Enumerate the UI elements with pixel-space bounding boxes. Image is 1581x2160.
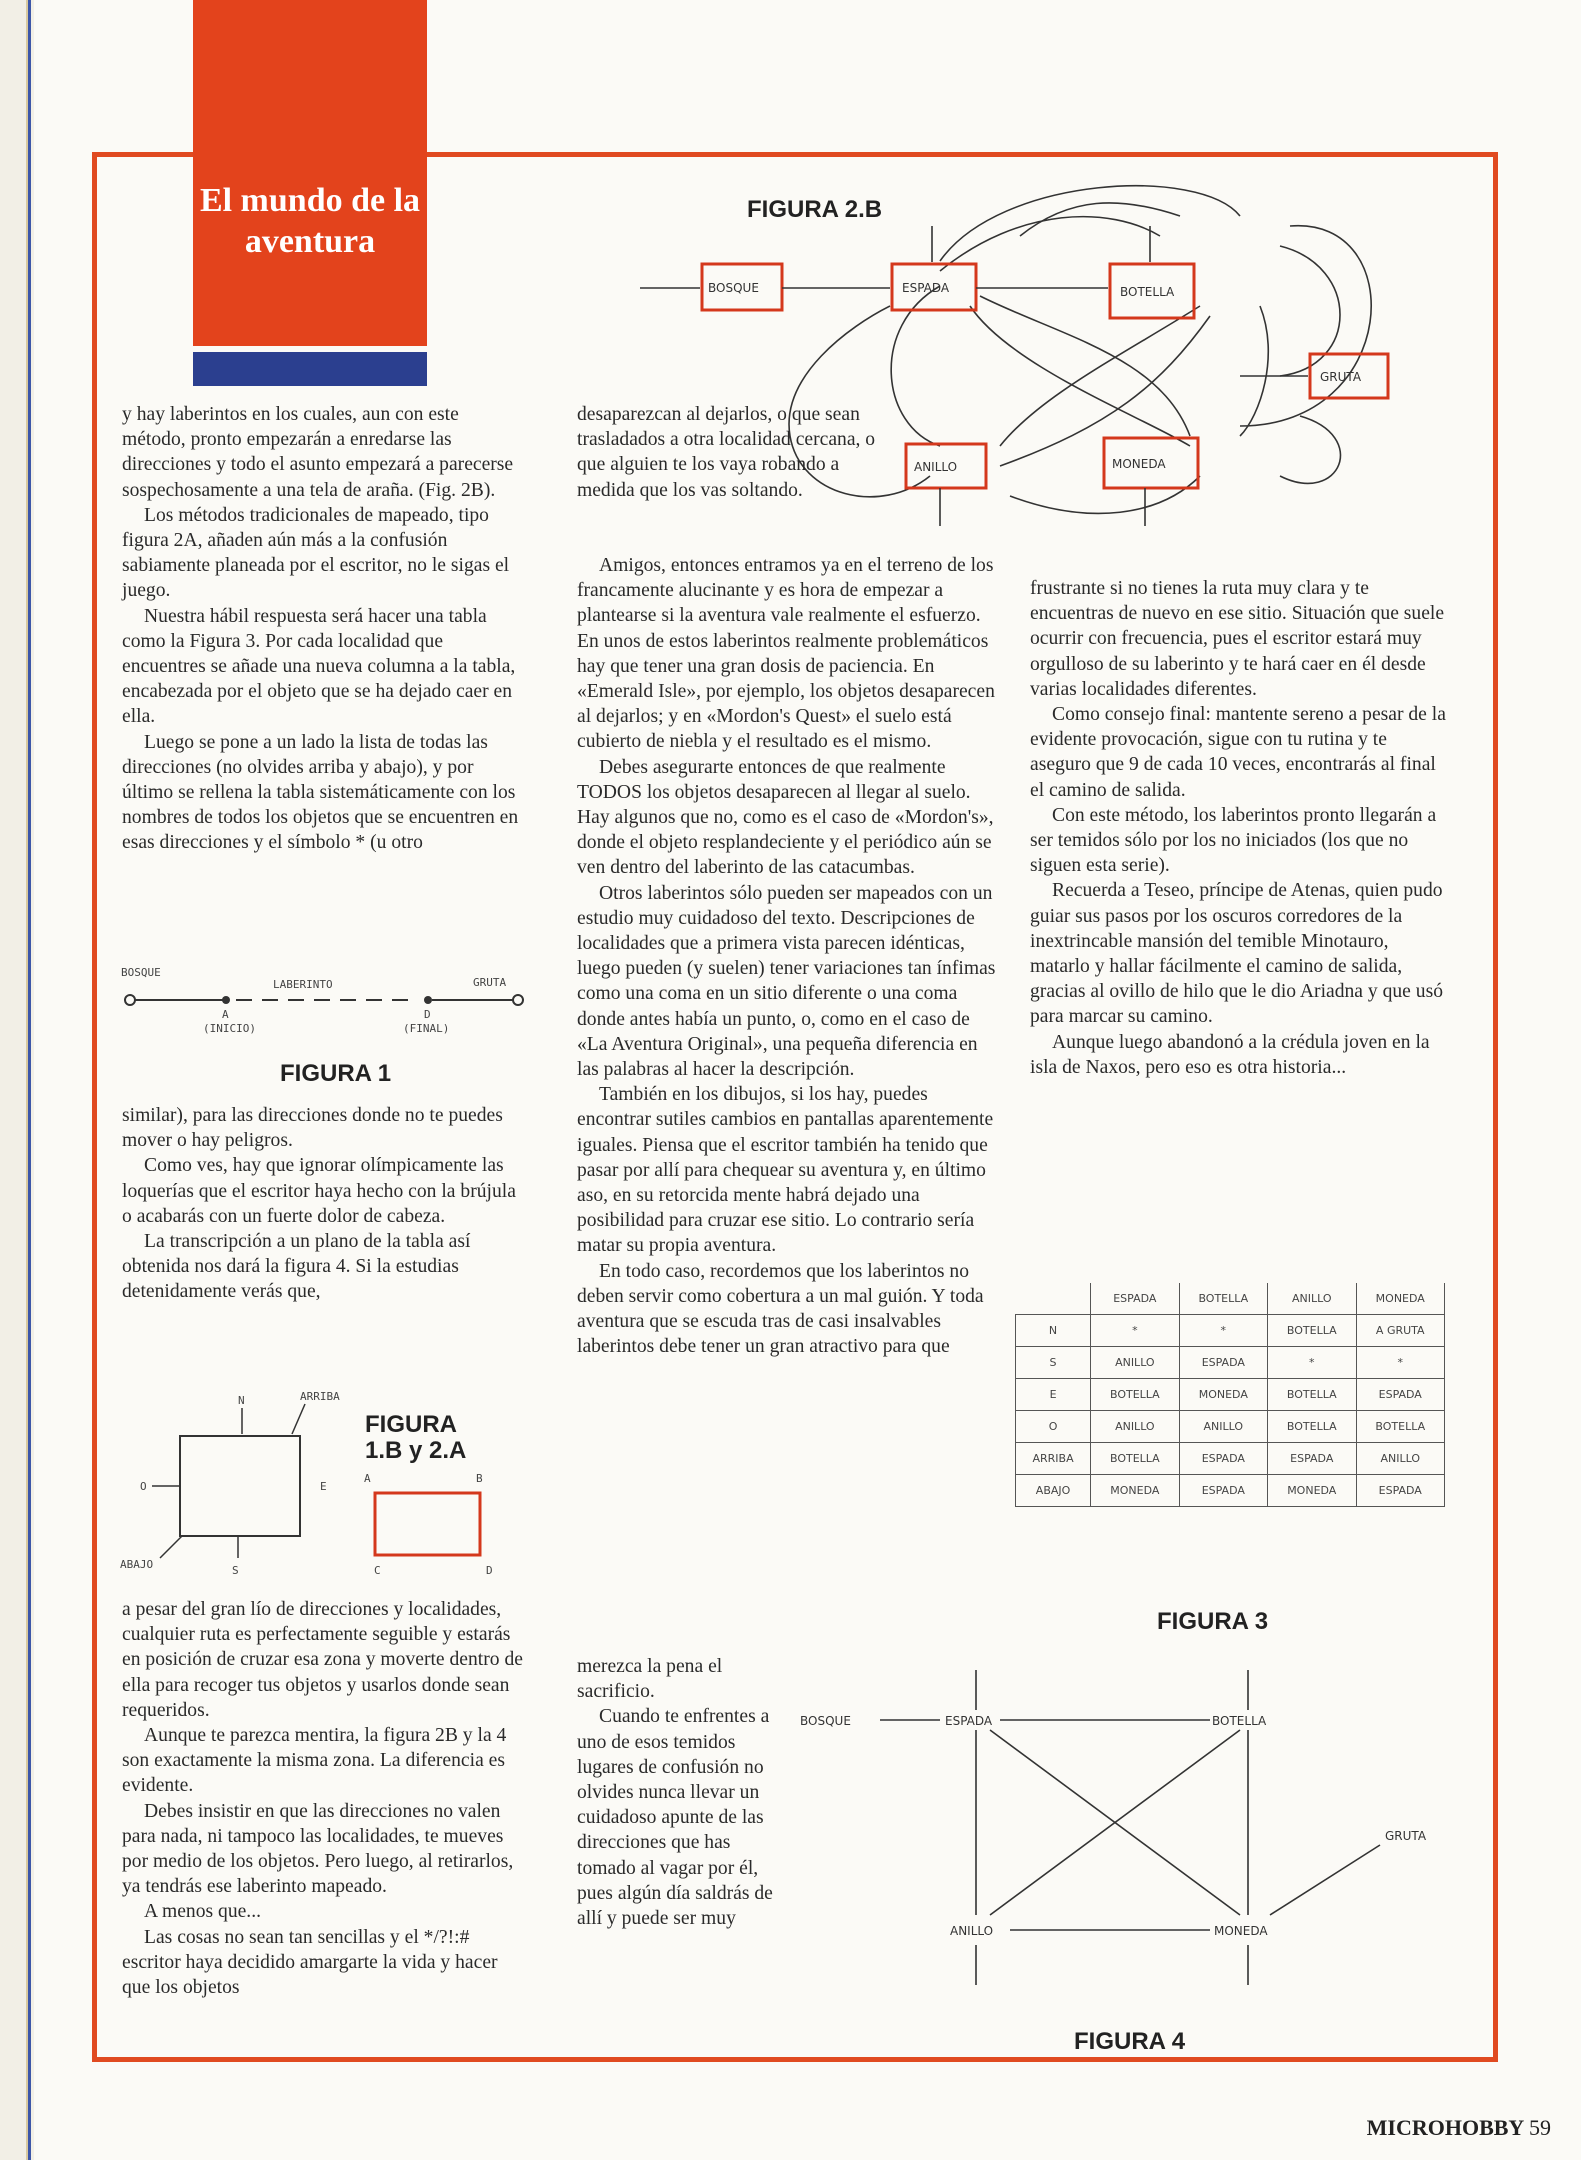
- figure1b2a-caption: [365, 1412, 466, 1464]
- figure2b-caption: FIGURA 2.B: [747, 196, 883, 223]
- column1-bottom: [122, 1597, 524, 2000]
- paragraph: desaparezcan al dejarlos, o que sean trasladados a otra localidad cercana, o que alguien te los vaya robando a medida que los vas soltando.: [577, 404, 876, 501]
- table-cell: A GRUTA: [1356, 1315, 1445, 1347]
- section-title: El mundo de la aventura: [199, 182, 421, 260]
- table-row: [1016, 1411, 1445, 1443]
- paragraph: Debes insistir en que las direcciones no valen para nada, ni tampoco las localidades, te mueves por medio de los objetos. Pero luego, al retirarlos, ya tendrás ese laberinto mapeado.: [122, 1800, 514, 1898]
- paragraph: a pesar del gran lío de direcciones y localidades, cualquier ruta es perfectamente seguible y estarás en posición de cruzar esa zona y moverte dentro de ella para recoger tus objetos y usarlos donde sean requeridos.: [122, 1599, 523, 1721]
- paragraph: También en los dibujos, si los hay, puedes encontrar sutiles cambios en pantallas aparentemente iguales. Piensa que el escritor también ha tenido que pasar por allí para chequear su aventura y, en último aso, en su retorcida mente habrá dejado una posibilidad para cruzar ese sitio. Lo contrario sería matar su propia aventura.: [577, 1084, 994, 1257]
- paragraph: Luego se pone a un lado la lista de todas las direcciones (no olvides arriba y abajo), y por último se rellena la tabla sistemáticamente con los nombres de todos los objetos que se encuentren en esas direcciones y el símbolo * (u otro: [122, 731, 519, 854]
- figure4-diagram: [800, 1645, 1450, 2025]
- page-number: 59: [1529, 2115, 1551, 2140]
- table-row-dir: ABAJO: [1016, 1475, 1091, 1507]
- fig1b-label-e: E: [320, 1480, 327, 1493]
- fig4-node-espada: ESPADA: [945, 1714, 993, 1728]
- fig1-label-d: D: [424, 1008, 431, 1021]
- paragraph: Como consejo final: mantente sereno a pesar de la evidente provocación, sigue con tu rutina y te aseguro que 9 de cada 10 veces, encontrarás al final el camino de salida.: [1030, 704, 1446, 801]
- table-col-header: ESPADA: [1091, 1283, 1179, 1315]
- fig1-label-gruta: GRUTA: [473, 976, 507, 989]
- table-row-dir: O: [1016, 1411, 1091, 1443]
- paragraph: Como ves, hay que ignorar olímpicamente las loquerías que el escritor haya hecho con la brújula o acabarás con un fuerte dolor de cabeza.: [122, 1155, 516, 1227]
- column2-main: [577, 553, 997, 1360]
- table-row-dir: N: [1016, 1315, 1091, 1347]
- figure3-caption: FIGURA 3: [1157, 1608, 1269, 1635]
- paragraph: Cuando te enfrentes a uno de esos temidos lugares de confusión no olvides nunca llevar un cuidadoso apunte de las direcciones que has tomado al vagar por él, pues algún día saldrás de allí y puede ser muy: [577, 1706, 773, 1930]
- figure1-caption: FIGURA 1: [280, 1060, 392, 1087]
- paragraph: La transcripción a un plano de la tabla así obtenida nos dará la figura 4. Si la estudias detenidamente verás que,: [122, 1231, 471, 1303]
- table-cell: ANILLO: [1179, 1411, 1267, 1443]
- fig2a-label-c: C: [374, 1564, 381, 1577]
- paragraph: Debes asegurarte entonces de que realmente TODOS los objetos desaparecen al llegar al suelo. Hay algunos que no, como es el caso de «Mordon's», donde el objeto resplandeciente y el periódico aún se ven dentro del laberinto de las catacumbas.: [577, 756, 994, 879]
- table-row-dir: ARRIBA: [1016, 1443, 1091, 1475]
- table-cell: *: [1091, 1315, 1179, 1347]
- paragraph: Recuerda a Teseo, príncipe de Atenas, quien pudo guiar sus pasos por los oscuros corredores de la inextrincable mansión del temible Minotauro, matarlo y hallar fácilmente el camino de salida, gracias al ovillo de hilo que le dio Ariadna y que usó para marcar su camino.: [1030, 880, 1443, 1028]
- table-cell: ESPADA: [1179, 1347, 1267, 1379]
- fig1-label-final: (FINAL): [403, 1022, 450, 1035]
- fig1-label-a: A: [222, 1008, 229, 1021]
- paragraph: similar), para las direcciones donde no te puedes mover o hay peligros.: [122, 1105, 503, 1152]
- section-title-box: [193, 0, 427, 346]
- paragraph: Los métodos tradicionales de mapeado, tipo figura 2A, añaden aún más a la confusión sabiamente planeada por el escritor, no le sigas el juego.: [122, 504, 510, 602]
- figure1b2a-caption-line2: 1.B y 2.A: [365, 1437, 467, 1464]
- figure3-table: [1015, 1283, 1445, 1507]
- fig1-label-bosque: BOSQUE: [121, 966, 161, 979]
- title-underbar: [193, 352, 427, 386]
- fig1b-label-o: O: [140, 1480, 147, 1493]
- fig2a-label-d: D: [486, 1564, 493, 1577]
- fig2b-node-gruta: GRUTA: [1320, 370, 1362, 384]
- magazine-name: MICROHOBBY: [1366, 2115, 1524, 2140]
- table-cell: *: [1356, 1347, 1445, 1379]
- paragraph: A menos que...: [144, 1901, 262, 1923]
- paragraph: Otros laberintos sólo pueden ser mapeados con un estudio muy cuidadoso del texto. Descripciones de localidades que a primera vista parecen idénticas, luego pueden (y suelen) tener variaciones tan ínfimas como una coma en un sitio diferente o una coma donde antes había un punto, o, como en el caso de «La Aventura Original», una pequeña diferencia en las palabras al hacer la descripción.: [577, 882, 996, 1081]
- fig1-label-inicio: (INICIO): [203, 1022, 256, 1035]
- table-col-header: ANILLO: [1268, 1283, 1356, 1315]
- figure1b2a-caption-line1: FIGURA: [365, 1411, 457, 1438]
- fig4-node-bosque: BOSQUE: [800, 1714, 851, 1728]
- table-cell: ESPADA: [1179, 1475, 1267, 1507]
- table-cell: MONEDA: [1179, 1379, 1267, 1411]
- page-footer: [1367, 2115, 1551, 2141]
- paragraph: y hay laberintos en los cuales, aun con este método, pronto empezarán a enredarse las direcciones y todo el asunto empezará a parecerse sospechosamente a una tela de araña. (Fig. 2B).: [122, 404, 514, 501]
- figure1-diagram: [118, 962, 528, 1042]
- column1-top: [122, 402, 524, 856]
- paragraph: Las cosas no sean tan sencillas y el */?!:# escritor haya decidido amargarte la vida y hacer que los objetos: [122, 1926, 498, 1999]
- table-cell: BOTELLA: [1268, 1315, 1356, 1347]
- paragraph: frustrante si no tienes la ruta muy clara y te encuentras de nuevo en ese sitio. Situación que suele ocurrir con frecuencia, pues el escritor estará muy orgulloso de su laberinto y te hará caer en él desde varias localidades diferentes.: [1030, 578, 1445, 700]
- table-cell: ANILLO: [1091, 1411, 1179, 1443]
- fig2b-node-bosque: BOSQUE: [708, 281, 759, 295]
- table-header-row: [1016, 1283, 1445, 1315]
- table-col-header: BOTELLA: [1179, 1283, 1267, 1315]
- paragraph: Aunque luego abandonó a la crédula joven en la isla de Naxos, pero eso es otra historia...: [1030, 1031, 1430, 1078]
- table-cell: MONEDA: [1268, 1475, 1356, 1507]
- fig1b-label-s: S: [232, 1564, 239, 1577]
- fig1b-label-abajo: ABAJO: [120, 1558, 154, 1571]
- fig2b-node-anillo: ANILLO: [914, 460, 958, 474]
- table-cell: BOTELLA: [1091, 1443, 1179, 1475]
- fig4-node-anillo: ANILLO: [950, 1924, 994, 1938]
- table-cell: MONEDA: [1091, 1475, 1179, 1507]
- fig4-node-botella: BOTELLA: [1212, 1714, 1267, 1728]
- table-row: [1016, 1475, 1445, 1507]
- table-row-dir: E: [1016, 1379, 1091, 1411]
- fig2b-node-espada: ESPADA: [902, 281, 950, 295]
- fig1b-label-arriba: ARRIBA: [300, 1390, 340, 1403]
- paragraph: Con este método, los laberintos pronto llegarán a ser temidos sólo por los no iniciados (los que no siguen esta serie).: [1030, 804, 1437, 877]
- table-cell: BOTELLA: [1356, 1411, 1445, 1443]
- table-row-dir: S: [1016, 1347, 1091, 1379]
- table-cell: BOTELLA: [1268, 1411, 1356, 1443]
- table-row: [1016, 1379, 1445, 1411]
- table-row: [1016, 1443, 1445, 1475]
- table-cell: ESPADA: [1356, 1379, 1445, 1411]
- fig4-node-gruta: GRUTA: [1385, 1829, 1427, 1843]
- fig2b-node-botella: BOTELLA: [1120, 285, 1175, 299]
- table-cell: BOTELLA: [1091, 1379, 1179, 1411]
- table-col-header: MONEDA: [1356, 1283, 1445, 1315]
- paragraph: Amigos, entonces entramos ya en el terreno de los francamente alucinante y es hora de empezar a plantearse si la aventura vale realmente el esfuerzo. En unos de estos laberintos realmente problemáticos hay que tener una gran dosis de paciencia. En «Emerald Isle», por ejemplo, los objetos desaparecen al dejarlos; y en «Mordon's Quest» el suelo está cubierto de niebla y el resultado es el mismo.: [577, 555, 995, 753]
- table-cell: *: [1179, 1315, 1267, 1347]
- table-cell: ESPADA: [1356, 1475, 1445, 1507]
- table-row: [1016, 1315, 1445, 1347]
- table-cell: *: [1268, 1347, 1356, 1379]
- paragraph: Nuestra hábil respuesta será hacer una tabla como la Figura 3. Por cada localidad que encuentres se añade una nueva columna a la tabla, encabezada por el objeto que se ha dejado caer en ella.: [122, 605, 516, 728]
- table-cell: BOTELLA: [1268, 1379, 1356, 1411]
- figure4-caption: FIGURA 4: [1074, 2028, 1186, 2055]
- fig1-label-laberinto: LABERINTO: [273, 978, 333, 991]
- table-cell: ESPADA: [1179, 1443, 1267, 1475]
- table-cell: ESPADA: [1268, 1443, 1356, 1475]
- fig1b-label-n: N: [238, 1394, 245, 1407]
- column3: [1030, 576, 1450, 1080]
- fig2a-label-b: B: [476, 1472, 483, 1485]
- paragraph: merezca la pena el sacrificio.: [577, 1656, 723, 1703]
- fig2b-node-moneda: MONEDA: [1112, 457, 1166, 471]
- column1-middle: [122, 1103, 524, 1305]
- column2-top: [577, 402, 877, 503]
- table-row: [1016, 1347, 1445, 1379]
- page-spine: [0, 0, 34, 2160]
- table-cell: ANILLO: [1356, 1443, 1445, 1475]
- table-cell: ANILLO: [1091, 1347, 1179, 1379]
- column2-narrow: [577, 1654, 777, 1931]
- paragraph: Aunque te parezca mentira, la figura 2B y la 4 son exactamente la misma zona. La diferencia es evidente.: [122, 1725, 507, 1797]
- fig2a-label-a: A: [364, 1472, 371, 1485]
- paragraph: En todo caso, recordemos que los laberintos no deben servir como cobertura a un mal guión. Y toda aventura que se escuda tras de casi insalvables laberintos debe tener un gran atractivo para que: [577, 1260, 984, 1358]
- fig4-node-moneda: MONEDA: [1214, 1924, 1268, 1938]
